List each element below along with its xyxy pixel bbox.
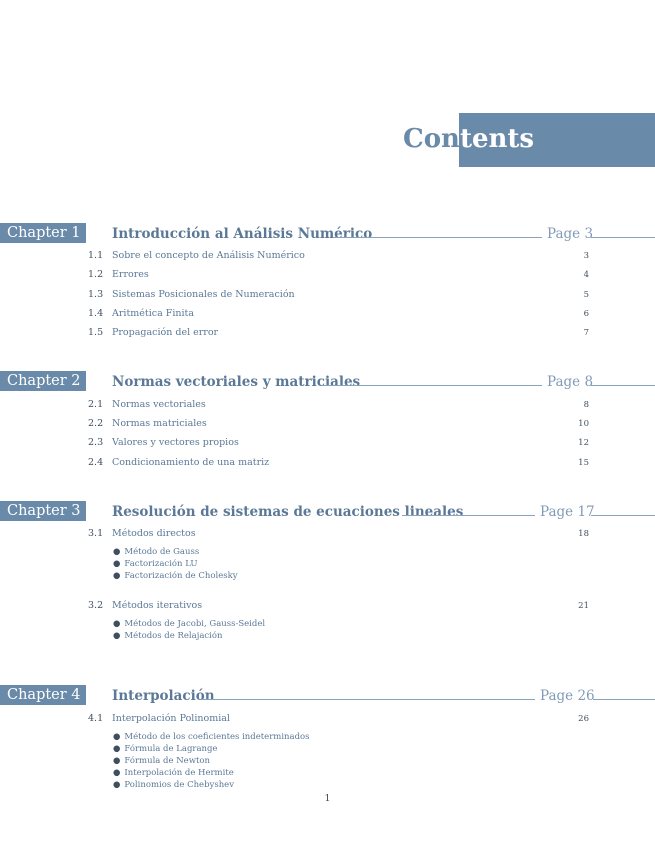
- section-page: 6: [583, 309, 589, 319]
- section-title[interactable]: Errores: [112, 269, 149, 280]
- leader-rule: [402, 515, 535, 516]
- bullet-icon: ●: [113, 571, 121, 581]
- subsection-title: Método de Gauss: [124, 547, 200, 557]
- toc-subsection[interactable]: [113, 558, 198, 570]
- chapter-badge[interactable]: Chapter 2: [0, 371, 86, 391]
- bullet-icon: ●: [113, 547, 121, 557]
- trailing-rule: [591, 237, 655, 238]
- toc-subsection[interactable]: [113, 755, 210, 767]
- bullet-icon: ●: [113, 732, 121, 742]
- section-title[interactable]: Aritmética Finita: [112, 308, 195, 319]
- section-title[interactable]: Sistemas Posicionales de Numeración: [112, 289, 295, 300]
- chapter-page[interactable]: Page 8: [547, 374, 594, 390]
- bullet-icon: ●: [113, 631, 121, 641]
- chapter-badge[interactable]: Chapter 3: [0, 501, 86, 521]
- section-number: 2.1: [88, 399, 104, 410]
- bullet-icon: ●: [113, 780, 121, 790]
- section-number: 1.1: [88, 250, 104, 261]
- toc-subsection[interactable]: [113, 630, 222, 642]
- toc-section-row[interactable]: [0, 326, 655, 340]
- section-number: 1.5: [88, 327, 104, 338]
- chapter-page[interactable]: Page 17: [540, 504, 595, 520]
- section-title[interactable]: Propagación del error: [112, 327, 219, 338]
- subsection-title: Métodos de Relajación: [124, 631, 223, 641]
- section-number: 1.2: [88, 269, 104, 280]
- toc-subsection[interactable]: [113, 767, 234, 779]
- subsection-title: Método de los coeficientes indeterminados: [124, 732, 310, 742]
- section-number: 3.2: [88, 600, 104, 611]
- page-number: 1: [324, 793, 331, 804]
- toc-section-row[interactable]: [0, 436, 655, 450]
- chapter-title[interactable]: Resolución de sistemas de ecuaciones lineales: [112, 504, 464, 520]
- section-number: 2.2: [88, 418, 104, 429]
- bullet-icon: ●: [113, 619, 121, 629]
- toc-section-row[interactable]: [0, 527, 655, 541]
- chapter-page[interactable]: Page 26: [540, 688, 595, 704]
- trailing-rule: [593, 699, 655, 700]
- chapter-badge[interactable]: Chapter 4: [0, 685, 86, 705]
- section-title[interactable]: Métodos directos: [112, 528, 196, 539]
- subsection-title: Fórmula de Newton: [124, 756, 210, 766]
- section-page: 5: [583, 290, 589, 300]
- section-number: 2.3: [88, 437, 104, 448]
- section-page: 10: [578, 419, 589, 429]
- bullet-icon: ●: [113, 756, 121, 766]
- section-title[interactable]: Interpolación Polinomial: [112, 713, 230, 724]
- contents-title-part1: Con: [403, 124, 460, 154]
- toc-section-row[interactable]: [0, 307, 655, 321]
- section-page: 21: [578, 601, 589, 611]
- section-title[interactable]: Condicionamiento de una matriz: [112, 457, 270, 468]
- section-title[interactable]: Sobre el concepto de Análisis Numérico: [112, 250, 305, 261]
- toc-section-row[interactable]: [0, 712, 655, 726]
- toc-section-row[interactable]: [0, 417, 655, 431]
- subsection-title: Interpolación de Hermite: [124, 768, 234, 778]
- section-title[interactable]: Métodos iterativos: [112, 600, 203, 611]
- chapter-title[interactable]: Introducción al Análisis Numérico: [112, 226, 373, 242]
- toc-subsection[interactable]: [113, 731, 310, 743]
- section-page: 18: [578, 529, 589, 539]
- toc-section-row[interactable]: [0, 398, 655, 412]
- section-number: 1.4: [88, 308, 104, 319]
- bullet-icon: ●: [113, 744, 121, 754]
- section-page: 7: [583, 328, 589, 338]
- toc-section-row[interactable]: [0, 456, 655, 470]
- subsection-title: Factorización de Cholesky: [124, 571, 238, 581]
- section-title[interactable]: Normas vectoriales: [112, 399, 206, 410]
- toc-subsection[interactable]: [113, 743, 217, 755]
- subsection-title: Fórmula de Lagrange: [124, 744, 218, 754]
- section-title[interactable]: Normas matriciales: [112, 418, 207, 429]
- contents-title-part2: tents: [459, 124, 535, 154]
- chapter-title[interactable]: Normas vectoriales y matriciales: [112, 374, 361, 390]
- section-number: 1.3: [88, 289, 104, 300]
- bullet-icon: ●: [113, 559, 121, 569]
- trailing-rule: [591, 515, 655, 516]
- trailing-rule: [591, 385, 655, 386]
- section-page: 26: [578, 714, 589, 724]
- toc-subsection[interactable]: [113, 618, 265, 630]
- toc-section-row[interactable]: [0, 288, 655, 302]
- toc-subsection[interactable]: [113, 570, 238, 582]
- leader-rule: [323, 385, 542, 386]
- section-page: 8: [583, 400, 589, 410]
- chapter-badge[interactable]: Chapter 1: [0, 223, 86, 243]
- section-number: 4.1: [88, 713, 104, 724]
- chapter-page[interactable]: Page 3: [547, 226, 594, 242]
- chapter-title[interactable]: Interpolación: [112, 688, 215, 704]
- section-title[interactable]: Valores y vectores propios: [112, 437, 239, 448]
- section-number: 2.4: [88, 457, 104, 468]
- contents-title: [403, 122, 534, 156]
- section-page: 15: [578, 458, 589, 468]
- section-page: 4: [583, 270, 589, 280]
- section-page: 3: [583, 251, 589, 261]
- toc-section-row[interactable]: [0, 249, 655, 263]
- leader-rule: [333, 237, 542, 238]
- toc-subsection[interactable]: [113, 546, 199, 558]
- subsection-title: Factorización LU: [124, 559, 198, 569]
- toc-subsection[interactable]: [113, 779, 234, 791]
- subsection-title: Métodos de Jacobi, Gauss-Seidel: [124, 619, 266, 629]
- toc-section-row[interactable]: [0, 599, 655, 613]
- leader-rule: [201, 699, 535, 700]
- section-page: 12: [578, 438, 589, 448]
- subsection-title: Polinomios de Chebyshev: [124, 780, 234, 790]
- bullet-icon: ●: [113, 768, 121, 778]
- section-number: 3.1: [88, 528, 104, 539]
- toc-section-row[interactable]: [0, 268, 655, 282]
